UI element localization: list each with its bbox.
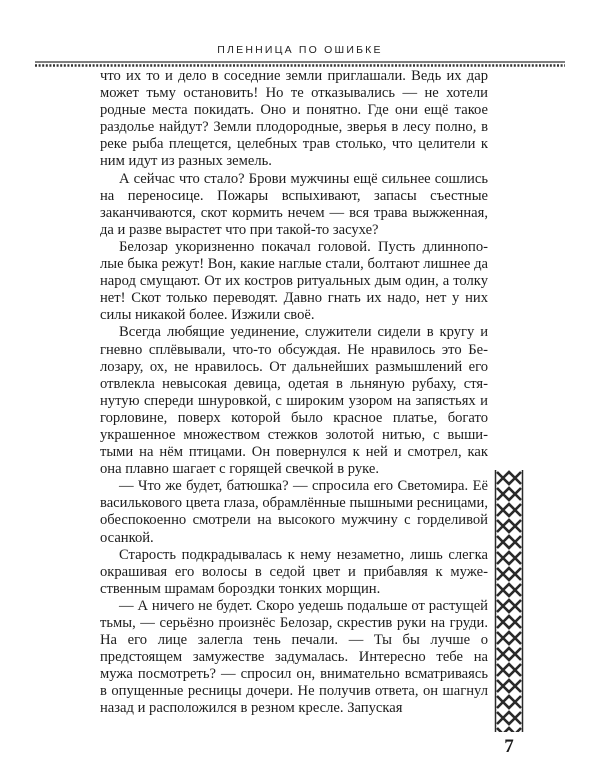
paragraph: — А ничего не будет. Скоро уедешь подальше от растущей тьмы, — серьёзно произнёс Белозар, скрестив руки на груди. На его лице залегла тень печали. — Ты бы лучше о предстоящем замужестве задумалась. Интересно тебе на мужа посмотреть? — спросил он, внимательно всматриваясь в опущенные ресницы дочери. Не получив ответа, он шагнул назад и расположился в резном кресле. Запуская (100, 597, 488, 717)
running-head: ПЛЕННИЦА ПО ОШИБКЕ (217, 44, 383, 56)
paragraph: Всегда любящие уединение, служители сидели в кругу и гневно сплёвывали, что-то обсуждая. Не нравилось это Белозару, ох, не нравилось. От дальнейших размышлений его отвлекла невысокая девица, одетая в льняную рубаху, стянутую спереди шнуровкой, с широким узором на запястьях и горловине, поверх которой было красное платье, богато украшенное множеством стежков золотой нитью, с вышитыми на нём птицами. Он повернулся к ней и смотрел, как она плавно шагает с горящей свечкой в руке. (100, 324, 488, 478)
paragraph: Старость подкрадывалась к нему незаметно, лишь слегка окрашивая его волосы в седой цвет и прибавляя к мужественным шрамам бороздки тонких морщин. (100, 546, 488, 597)
paragraph: Белозар укоризненно покачал головой. Пусть длиннополые быка режут! Вон, какие наглые стали, болтают лишнее да народ смущают. От их костров ритуальных дым один, а толку нет! Скот только переводят. Давно гнать их надо, нет у них силы никакой более. Изжили своё. (100, 238, 488, 324)
celtic-knot-ornament (494, 470, 524, 732)
paragraph: А сейчас что стало? Брови мужчины ещё сильнее сошлись на переносице. Пожары вспыхивают, запасы съестные заканчиваются, скот кормить нечем — вся трава выжженная, да и разве вырастет что при такой-то засухе? (100, 170, 488, 238)
page-number: 7 (504, 736, 514, 757)
paragraph: что их то и дело в соседние земли приглашали. Ведь их дар может тьму остановить! Но те отказывались — не хотели родные места покидать. Оно и понятно. Где они ещё такое раздолье найдут? Земли плодородные, зверья в лесу полно, в реке рыба плещется, целебных трав столько, что целители к ним идут из разных земель. (100, 68, 488, 170)
header-rule (35, 60, 565, 68)
body-text (100, 68, 488, 718)
paragraph: — Что же будет, батюшка? — спросила его Светомира. Её василькового цвета глаза, обрамлённые пышными ресницами, обеспокоенно смотрели на высокого мужчину с горделивой осанкой. (100, 478, 488, 546)
